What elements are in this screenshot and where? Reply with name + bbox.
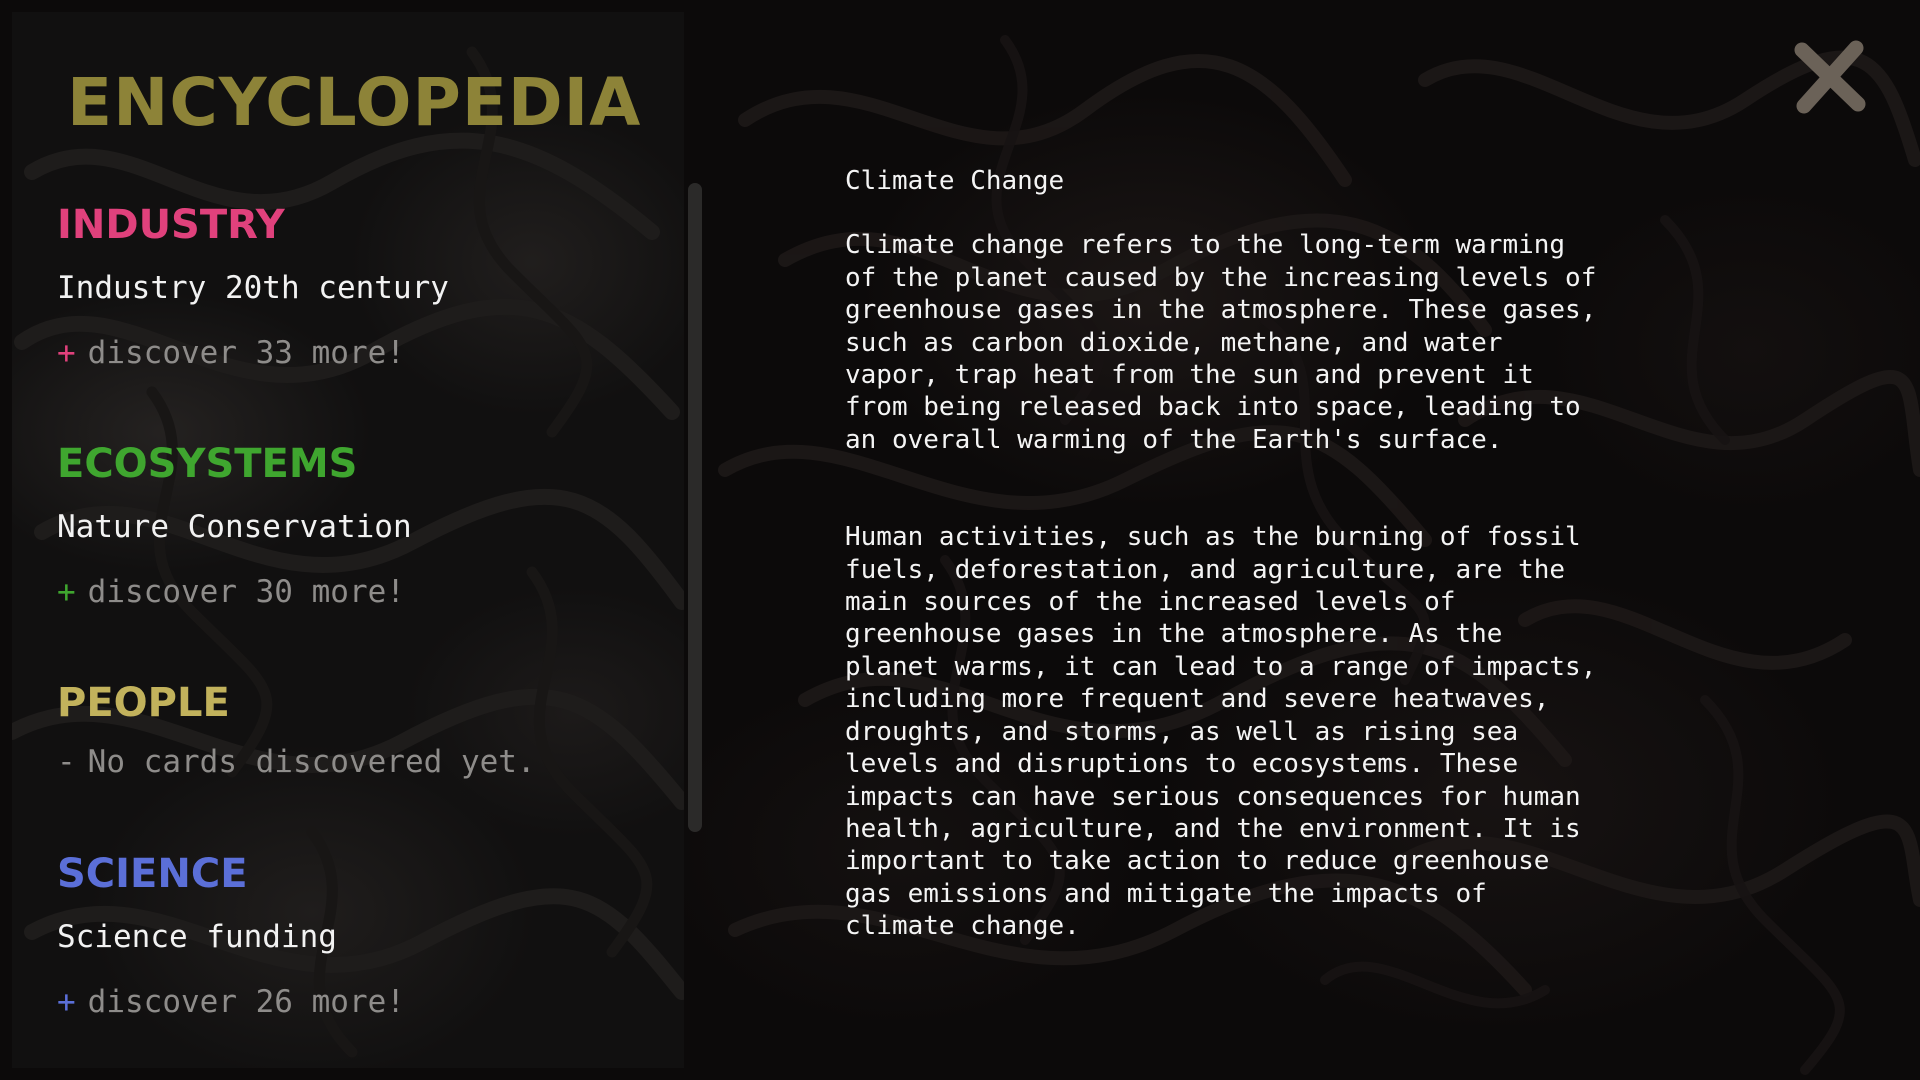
category-people	[57, 680, 536, 780]
encyclopedia-panel[interactable]	[12, 12, 684, 1068]
card-science-funding[interactable]: Science funding	[57, 919, 337, 955]
close-button[interactable]	[1792, 40, 1868, 116]
category-industry	[57, 202, 449, 371]
article-paragraph: Climate change refers to the long-term warming of the planet caused by the increasing levels of greenhouse gases in the atmosphere. These gases, such as carbon dioxide, methane, and water vapor, trap heat from the sun and prevent it from being released back into space, leading to an overall warming of the Earth's surface.	[845, 230, 1597, 455]
category-title-ecosystems: ECOSYSTEMS	[57, 441, 358, 487]
close-icon	[1792, 40, 1868, 116]
card-industry-20th-century[interactable]: Industry 20th century	[57, 270, 449, 306]
card-nature-conservation[interactable]: Nature Conservation	[57, 509, 412, 545]
dash-icon: -	[57, 744, 76, 780]
scrollbar-thumb[interactable]	[688, 183, 702, 832]
category-science	[57, 851, 405, 1020]
discover-more-ecosystems[interactable]	[57, 574, 412, 610]
category-title-industry: INDUSTRY	[57, 202, 285, 248]
encyclopedia-scrollbar[interactable]	[688, 183, 702, 832]
discover-more-industry[interactable]	[57, 335, 449, 371]
discover-more-label: discover 30 more!	[87, 574, 405, 610]
no-cards-message	[57, 744, 536, 780]
category-title-people: PEOPLE	[57, 680, 230, 726]
discover-more-science[interactable]	[57, 984, 405, 1020]
plus-icon: +	[57, 984, 76, 1020]
plus-icon: +	[57, 335, 76, 371]
category-ecosystems	[57, 441, 412, 610]
plus-icon: +	[57, 574, 76, 610]
no-cards-label: No cards discovered yet.	[87, 744, 536, 780]
discover-more-label: discover 33 more!	[87, 335, 405, 371]
article-paragraph: Human activities, such as the burning of fossil fuels, deforestation, and agriculture, are the main sources of the increased levels of greenhouse gases in the atmosphere. As the planet warms, it can lead to a range of impacts, including more frequent and severe heatwaves, droughts, and storms, as well as rising sea levels and disruptions to ecosystems. These impacts can have serious consequences for human health, agriculture, and the environment. It is important to take action to reduce greenhouse gas emissions and mitigate the impacts of climate change.	[845, 522, 1597, 942]
category-title-science: SCIENCE	[57, 851, 248, 897]
discover-more-label: discover 26 more!	[87, 984, 405, 1020]
encyclopedia-title: ENCYCLOPEDIA	[67, 64, 642, 141]
article-panel	[845, 165, 1625, 943]
article-title: Climate Change	[845, 166, 1065, 196]
